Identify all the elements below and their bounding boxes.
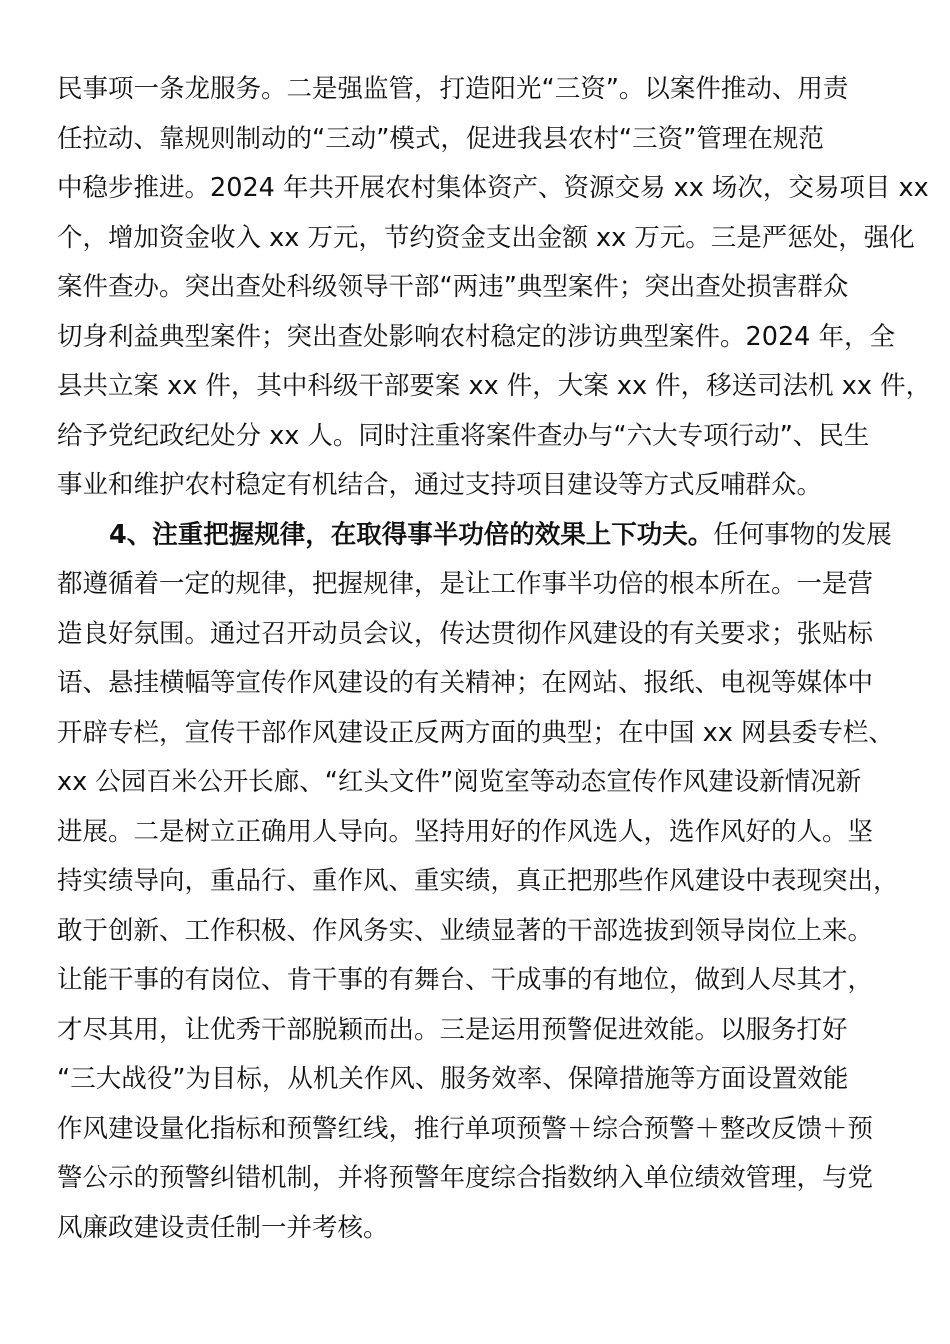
text-line: 持实绩导向，重品行、重作风、重实绩，真正把那些作风建设中表现突出， [57, 866, 899, 896]
document-body [57, 65, 932, 1253]
text-line: 警公示的预警纠错机制，并将预警年度综合指数纳入单位绩效管理，与党 [57, 1163, 874, 1193]
text-line: 都遵循着一定的规律，把握规律，是让工作事半功倍的根本所在。一是营 [57, 569, 874, 599]
section-heading: 4、注重把握规律，在取得事半功倍的效果上下功夫。 [109, 519, 714, 550]
text-line: 切身利益典型案件；突出查处影响农村稳定的涉访典型案件。2024 年，全 [57, 321, 896, 352]
text-line: 让能干事的有岗位、肯干事的有舞台、干成事的有地位，做到人尽其才， [57, 965, 874, 995]
text-line: xx 公园百米公开长廊、“红头文件”阅览室等动态宣传作风建设新情况新 [57, 767, 862, 797]
text-line: 敢于创新、工作积极、作风务实、业绩显著的干部选拔到领导岗位上来。 [57, 915, 874, 946]
text-line: 造良好氛围。通过召开动员会议，传达贯彻作风建设的有关要求；张贴标 [57, 618, 874, 649]
text-line: 事业和维护农村稳定有机结合，通过支持项目建设等方式反哺群众。 [57, 470, 823, 500]
text-line: 给予党纪政纪处分 xx 人。同时注重将案件查办与“六大专项行动”、民生 [57, 420, 870, 451]
text-line: 进展。二是树立正确用人导向。坚持用好的作风选人，选作风好的人。坚 [57, 816, 874, 847]
heading-continuation: 任何事物的发展 [713, 519, 892, 550]
text-line: 民事项一条龙服务。二是强监管，打造阳光“三资”。以案件推动、用责 [57, 74, 849, 104]
text-line: 作风建设量化指标和预警红线，推行单项预警＋综合预警＋整改反馈＋预 [57, 1113, 874, 1144]
text-line: 语、悬挂横幅等宣传作风建设的有关精神；在网站、报纸、电视等媒体中 [57, 668, 874, 698]
text-line: 案件查办。突出查处科级领导干部“两违”典型案件；突出查处损害群众 [57, 272, 849, 302]
text-line: 个，增加资金收入 xx 万元，节约资金支出金额 xx 万元。三是严惩处，强化 [57, 222, 915, 253]
text-line: 任拉动、靠规则制动的“三动”模式，促进我县农村“三资”管理在规范 [57, 123, 824, 154]
text-line: 县共立案 xx 件，其中科级干部要案 xx 件，大案 xx 件，移送司法机 xx 件， [57, 371, 932, 401]
text-line: 才尽其用，让优秀干部脱颖而出。三是运用预警促进效能。以服务打好 [57, 1014, 848, 1045]
text-line: “三大战役”为目标，从机关作风、服务效率、保障措施等方面设置效能 [57, 1064, 849, 1094]
section-heading-line [57, 511, 897, 561]
text-line: 中稳步推进。2024 年共开展农村集体资产、资源交易 xx 场次，交易项目 xx [57, 173, 929, 203]
text-line: 风廉政建设责任制一并考核。 [57, 1212, 389, 1243]
text-line: 开辟专栏，宣传干部作风建设正反两方面的典型；在中国 xx 网县委专栏、 [57, 717, 894, 748]
